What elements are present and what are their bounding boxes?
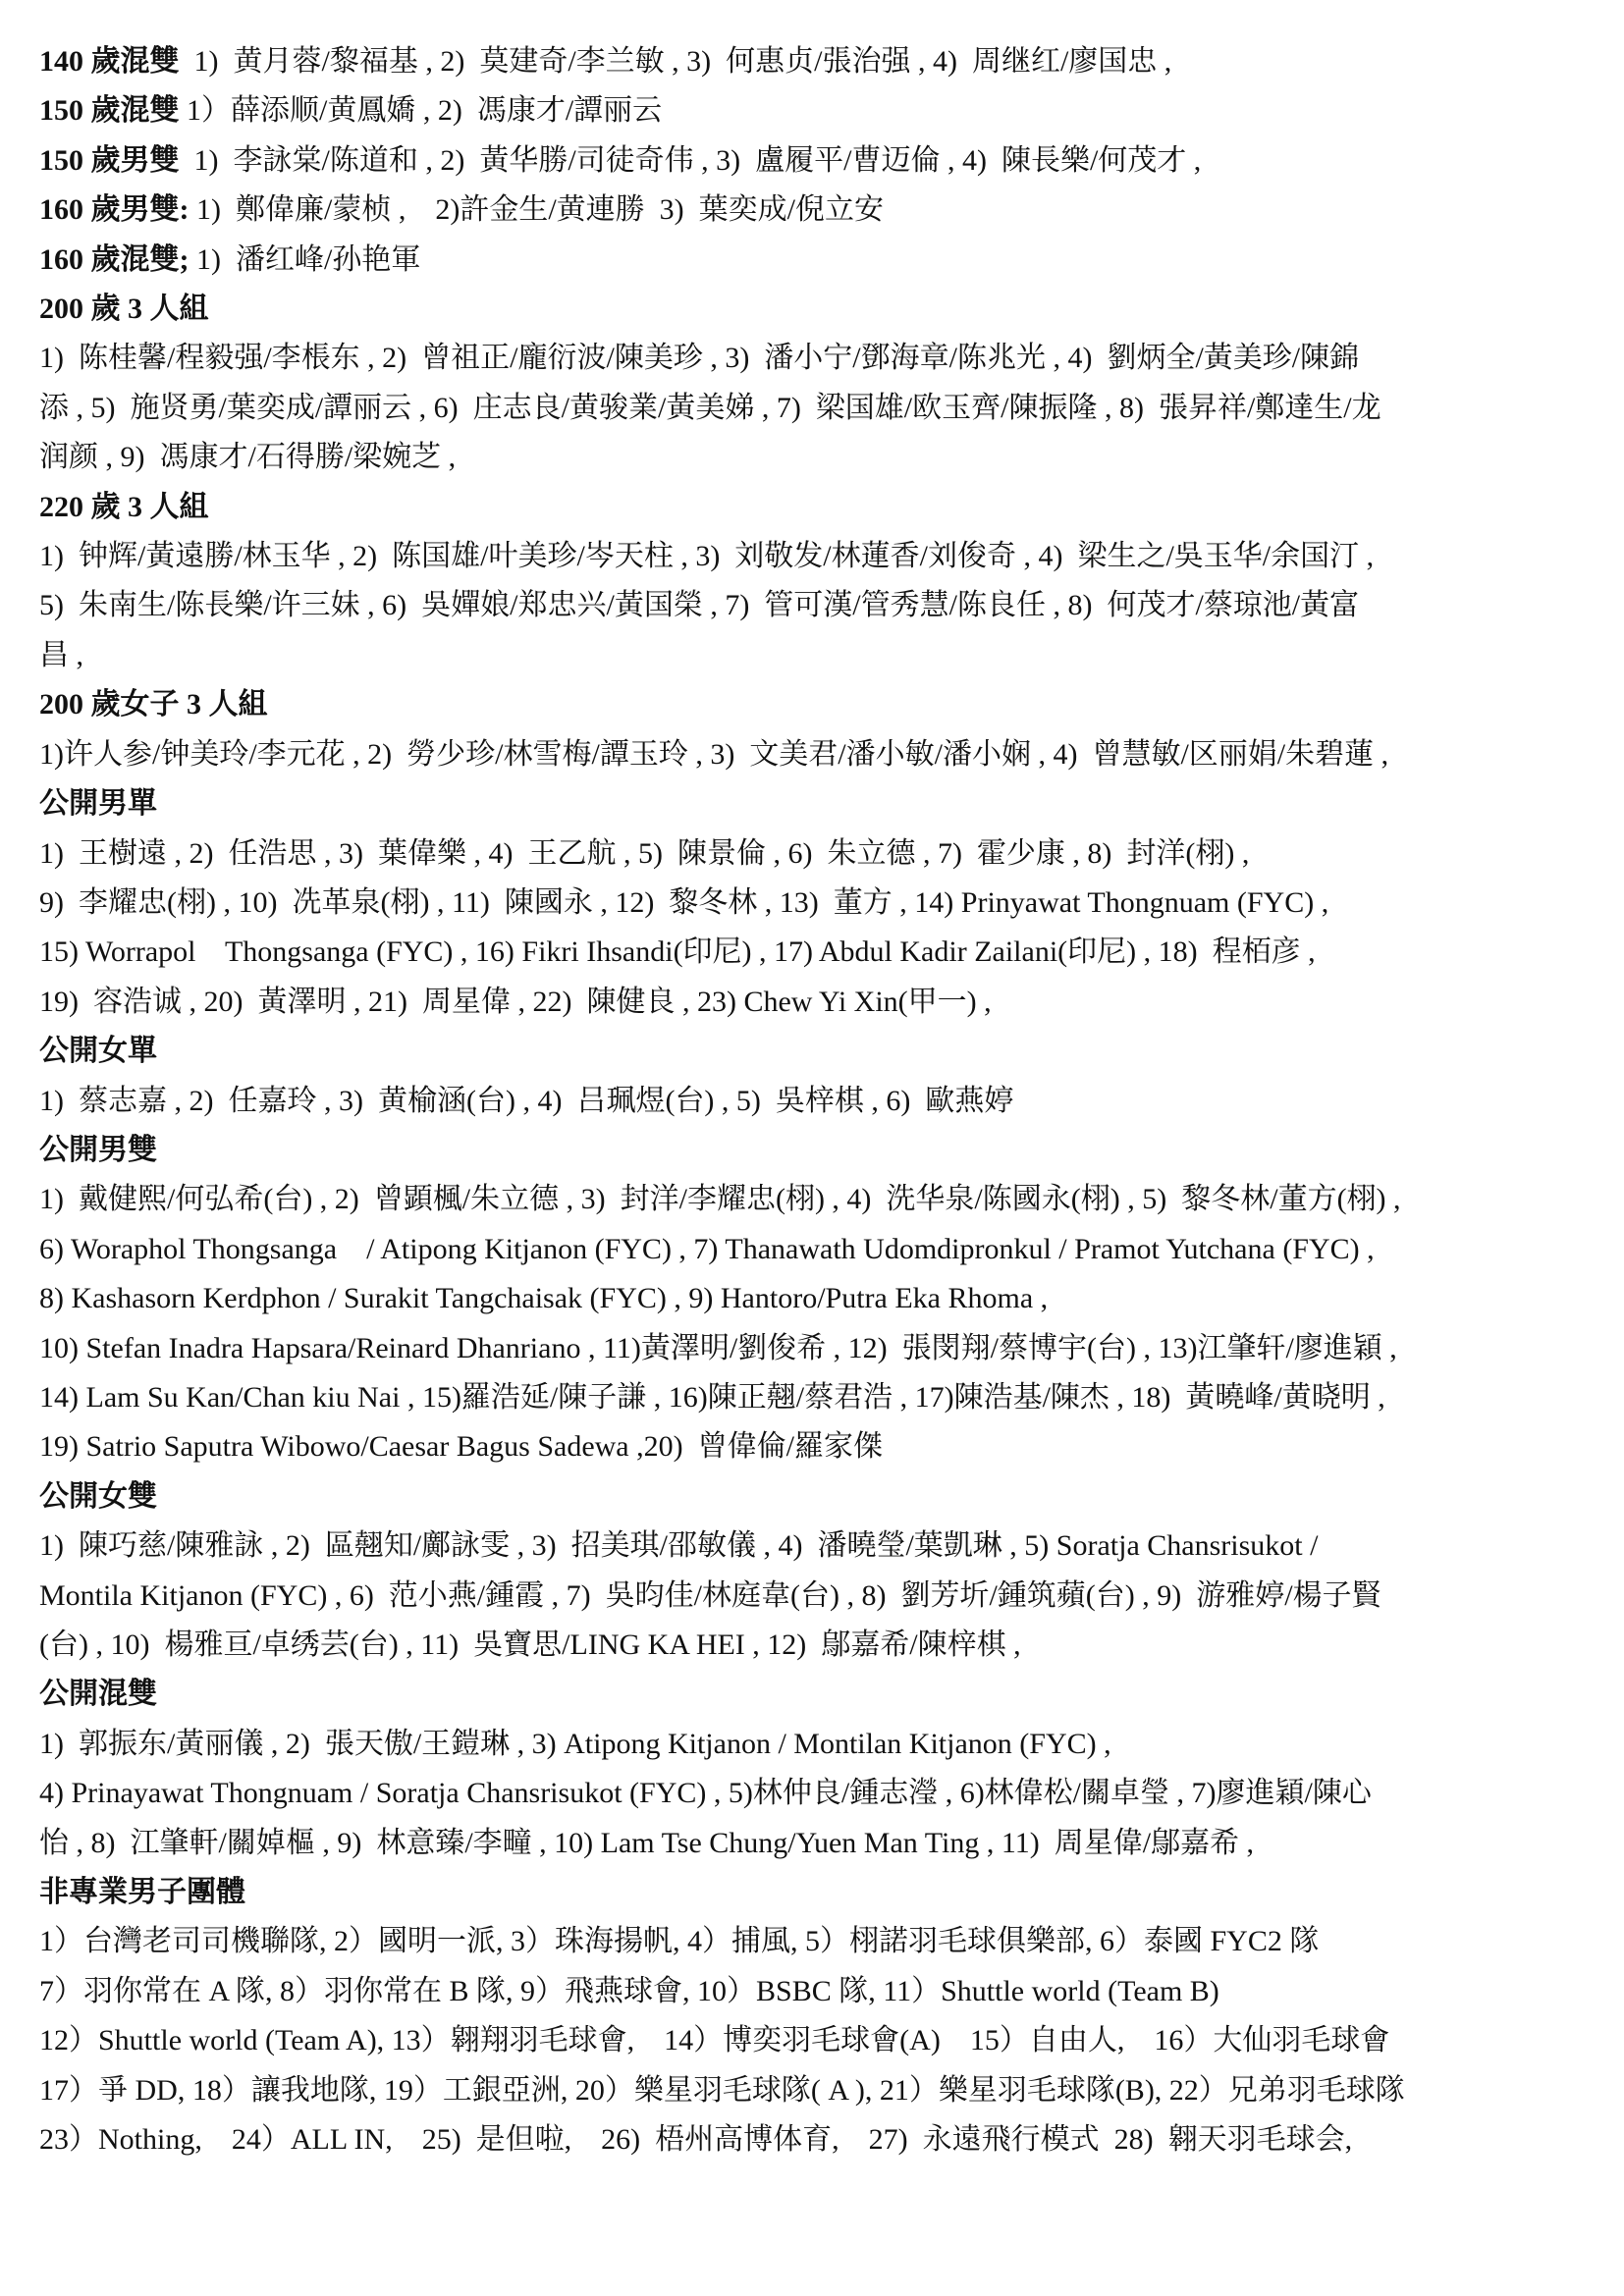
result-line	[39, 680, 1591, 729]
result-line	[39, 186, 1591, 235]
category-heading: 公開女雙	[39, 1479, 157, 1513]
result-line	[39, 1670, 1591, 1719]
result-text: 1) 陈桂馨/程毅强/李棖东 , 2) 曾祖正/龐衍波/陳美珍 , 3) 潘小宁/鄧海章/陈兆光 , 4) 劉炳全/黃美珍/陳錦	[39, 342, 1360, 375]
result-line	[39, 2115, 1591, 2164]
result-line	[39, 334, 1591, 383]
results-page	[39, 37, 1591, 2164]
result-text: 1) 戴健熙/何弘希(台) , 2) 曾顕楓/朱立德 , 3) 封洋/李耀忠(栩) , 4) 洗华泉/陈國永(栩) , 5) 黎冬林/董方(栩) ,	[39, 1183, 1401, 1216]
result-line	[39, 136, 1591, 186]
result-text: 7）羽你常在 A 隊, 8）羽你常在 B 隊, 9）飛燕球會, 10）BSBC 隊, 11）Shuttle world (Team B)	[39, 1974, 1219, 2007]
result-text: 1)许人参/钟美玲/李元花 , 2) 勞少珍/林雪梅/譚玉玲 , 3) 文美君/潘小敏/潘小娴 , 4) 曾慧敏/区丽娟/朱碧蓮 ,	[39, 737, 1389, 771]
result-line	[39, 483, 1591, 532]
result-text: 1) 蔡志嘉 , 2) 任嘉玲 , 3) 黄榆涵(台) , 4) 吕珮煜(台) , 5) 吳梓棋 , 6) 歐燕婷	[39, 1084, 1014, 1117]
result-text: 1）台灣老司司機聯隊, 2）國明一派, 3）珠海揚帆, 4）捕風, 5）栩諾羽毛球俱樂部, 6）泰國 FYC2 隊	[39, 1925, 1320, 1958]
result-line	[39, 1917, 1591, 1966]
category-heading: 160 歲混雙;	[39, 242, 189, 276]
result-line	[39, 1572, 1591, 1621]
result-text: 23）Nothing, 24）ALL IN, 25) 是但啦, 26) 梧州高博体育, 27) 永遠飛行模式 28) 翱天羽毛球会,	[39, 2123, 1353, 2157]
result-text: 润颜 , 9) 馮康才/石得勝/梁婉芝 ,	[39, 441, 457, 474]
result-line	[39, 1472, 1591, 1522]
result-line	[39, 1769, 1591, 1818]
result-line	[39, 581, 1591, 630]
result-line	[39, 2066, 1591, 2115]
result-line	[39, 1422, 1591, 1471]
result-text: 19) Satrio Saputra Wibowo/Caesar Bagus Sadewa ,20) 曾偉倫/羅家傑	[39, 1430, 883, 1464]
result-text: 1) 黄月蓉/黎福基 , 2) 莫建奇/李兰敏 , 3) 何惠贞/張治强 , 4) 周继红/廖国忠 ,	[179, 45, 1172, 78]
result-line	[39, 1175, 1591, 1224]
result-text: 19) 容浩诚 , 20) 黃澤明 , 21) 周星偉 , 22) 陳健良 , 23) Chew Yi Xin(甲一) ,	[39, 985, 992, 1018]
result-text: 5) 朱南生/陈長樂/许三妹 , 6) 吳嬋娘/郑忠兴/黃国榮 , 7) 管可漢/管秀慧/陈良任 , 8) 何茂才/蔡琼池/黃富	[39, 589, 1360, 622]
result-line	[39, 1720, 1591, 1769]
category-heading: 公開男雙	[39, 1133, 157, 1166]
result-text: 1) 李詠棠/陈道和 , 2) 黃华勝/司徒奇伟 , 3) 盧履平/曹迈倫 , 4) 陳長樂/何茂才 ,	[179, 143, 1202, 177]
category-heading: 公開女單	[39, 1035, 157, 1068]
result-text: 怡 , 8) 江肇軒/關婥樞 , 9) 林意臻/李疃 , 10) Lam Tse Chung/Yuen Man Ting , 11) 周星偉/鄔嘉希 ,	[39, 1826, 1255, 1859]
result-line	[39, 1274, 1591, 1323]
result-line	[39, 236, 1591, 285]
result-text: 1) 王樹遠 , 2) 任浩思 , 3) 葉偉樂 , 4) 王乙航 , 5) 陳景倫 , 6) 朱立德 , 7) 霍少康 , 8) 封洋(栩) ,	[39, 836, 1250, 870]
result-line	[39, 1819, 1591, 1868]
result-text: Montila Kitjanon (FYC) , 6) 范小燕/鍾霞 , 7) 吳昀佳/林庭韋(台) , 8) 劉芳圻/鍾筑蘋(台) , 9) 游雅婷/楊子賢	[39, 1578, 1381, 1612]
result-text: 10) Stefan Inadra Hapsara/Reinard Dhanriano , 11)黃澤明/劉俊希 , 12) 張閔翔/蔡博宇(台) , 13)江肇轩/廖進穎 ,	[39, 1331, 1397, 1364]
result-line	[39, 37, 1591, 86]
category-heading: 非專業男子團體	[39, 1876, 245, 1909]
result-line	[39, 978, 1591, 1027]
result-line	[39, 1868, 1591, 1917]
category-heading: 150 歲混雙	[39, 94, 180, 128]
result-text: 昌 ,	[39, 638, 83, 671]
category-heading: 公開男單	[39, 787, 157, 821]
result-line	[39, 1967, 1591, 2016]
category-heading: 公開混雙	[39, 1678, 157, 1711]
result-line	[39, 1077, 1591, 1126]
result-text: 12）Shuttle world (Team A), 13）翱翔羽毛球會, 14）博奕羽毛球會(A) 15）自由人, 16）大仙羽毛球會	[39, 2024, 1390, 2057]
result-text: 1) 钟辉/黃遠勝/林玉华 , 2) 陈国雄/叶美珍/岑天柱 , 3) 刘敬发/林蓮香/刘俊奇 , 4) 梁生之/吳玉华/余国汀 ,	[39, 540, 1375, 573]
result-text: 1）薛添顺/黄鳳嬌 , 2) 馮康才/譚丽云	[179, 94, 663, 128]
result-text: 1) 潘红峰/孙艳軍	[189, 242, 421, 276]
result-line	[39, 86, 1591, 135]
category-heading: 220 歲 3 人組	[39, 490, 209, 523]
result-text: 1) 陳巧慈/陳雅詠 , 2) 區翹知/鄺詠雯 , 3) 招美琪/邵敏儀 , 4) 潘曉瑩/葉凱琳 , 5) Soratja Chansrisukot /	[39, 1529, 1319, 1563]
result-line	[39, 532, 1591, 581]
result-line	[39, 285, 1591, 334]
result-line	[39, 1522, 1591, 1571]
result-line	[39, 2016, 1591, 2065]
category-heading: 150 歲男雙	[39, 143, 180, 177]
result-line	[39, 433, 1591, 482]
category-heading: 200 歲女子 3 人組	[39, 688, 268, 721]
result-line	[39, 928, 1591, 977]
category-heading: 140 歲混雙	[39, 45, 180, 78]
result-line	[39, 829, 1591, 879]
result-line	[39, 779, 1591, 828]
result-line	[39, 1324, 1591, 1373]
result-line	[39, 1621, 1591, 1670]
result-line	[39, 730, 1591, 779]
result-text: 1) 鄭偉廉/蒙桢 , 2)許金生/黄連勝 3) 葉奕成/倪立安	[189, 193, 884, 227]
result-text: 15) Worrapol Thongsanga (FYC) , 16) Fikri Ihsandi(印尼) , 17) Abdul Kadir Zailani(印尼) , 18) 程栢彦 ,	[39, 935, 1316, 969]
result-text: 8) Kashasorn Kerdphon / Surakit Tangchaisak (FYC) , 9) Hantoro/Putra Eka Rhoma ,	[39, 1282, 1049, 1315]
category-heading: 160 歲男雙:	[39, 193, 189, 227]
result-line	[39, 1126, 1591, 1175]
result-text: 4) Prinayawat Thongnuam / Soratja Chansrisukot (FYC) , 5)林仲良/鍾志瀅 , 6)林偉松/關卓瑩 , 7)廖進穎/陳心	[39, 1777, 1372, 1810]
result-line	[39, 384, 1591, 433]
result-text: 17）爭 DD, 18）讓我地隊, 19）工銀亞洲, 20）樂星羽毛球隊( A ), 21）樂星羽毛球隊(B), 22）兄弟羽毛球隊	[39, 2073, 1405, 2107]
result-text: 14) Lam Su Kan/Chan kiu Nai , 15)羅浩延/陳子謙 , 16)陳正翹/蔡君浩 , 17)陳浩基/陳杰 , 18) 黃曉峰/黄晓明 ,	[39, 1380, 1385, 1414]
result-line	[39, 1225, 1591, 1274]
result-text: 6) Woraphol Thongsanga / Atipong Kitjanon (FYC) , 7) Thanawath Udomdipronkul / Pramot Yutchana (FYC) ,	[39, 1232, 1375, 1265]
result-line	[39, 631, 1591, 680]
category-heading: 200 歲 3 人組	[39, 293, 209, 326]
result-text: 1) 郭振东/黃丽儀 , 2) 張天傲/王鎧琳 , 3) Atipong Kitjanon / Montilan Kitjanon (FYC) ,	[39, 1727, 1111, 1760]
result-line	[39, 1027, 1591, 1076]
result-text: 9) 李耀忠(栩) , 10) 冼革泉(栩) , 11) 陳國永 , 12) 黎冬林 , 13) 董方 , 14) Prinyawat Thongnuam (FYC) ,	[39, 885, 1329, 919]
result-text: (台) , 10) 楊雅亘/卓绣芸(台) , 11) 吳寶思/LING KA HEI , 12) 鄔嘉希/陳梓棋 ,	[39, 1629, 1021, 1661]
result-line	[39, 1373, 1591, 1422]
result-text: 添 , 5) 施贤勇/葉奕成/譚丽云 , 6) 庄志良/黄骏業/黃美娣 , 7) 梁国雄/欧玉齊/陳振隆 , 8) 張昇祥/鄭達生/龙	[39, 391, 1381, 424]
result-line	[39, 879, 1591, 928]
